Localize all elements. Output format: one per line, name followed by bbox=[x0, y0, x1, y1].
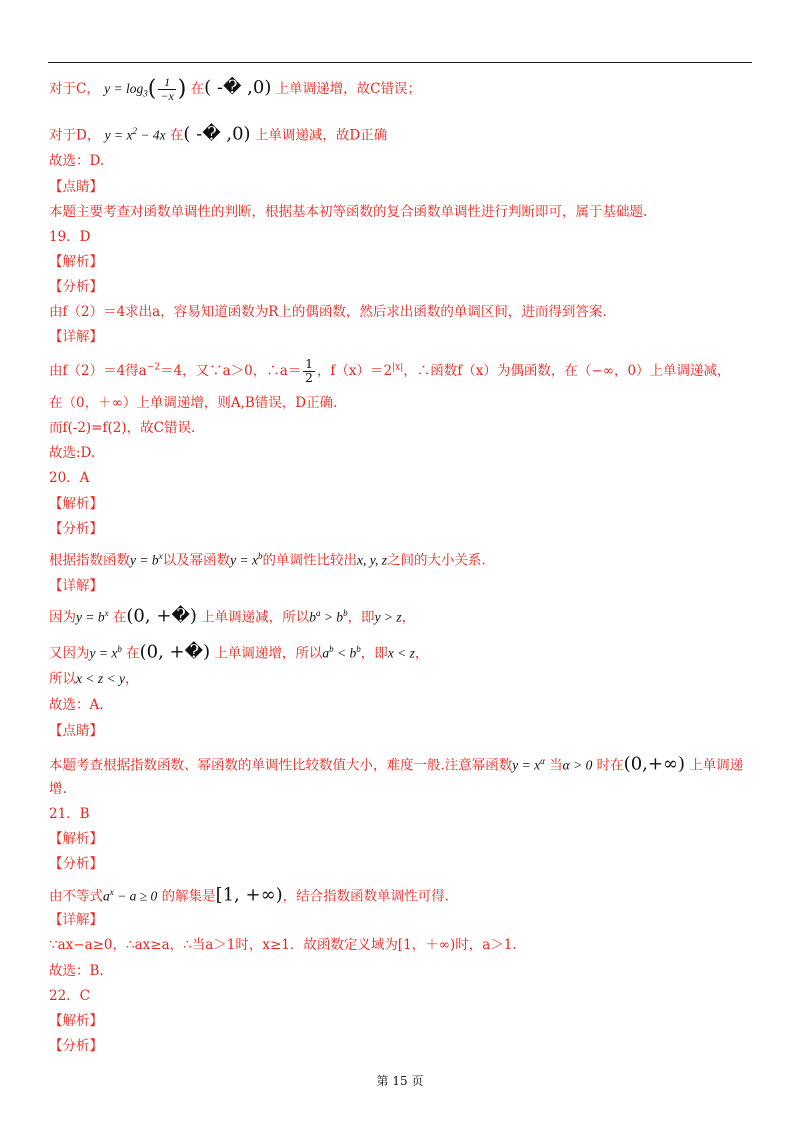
math-superscript: b bbox=[343, 608, 348, 618]
math-superscript: x bbox=[158, 551, 163, 561]
paragraph: 增. bbox=[49, 781, 67, 797]
math-expression: b bbox=[309, 609, 316, 625]
answer-line: 故选：B. bbox=[49, 963, 104, 979]
text: 上单调递 bbox=[689, 757, 744, 774]
math-superscript: x bbox=[104, 608, 109, 618]
text: 上单调递减，故D正确 bbox=[254, 127, 388, 144]
text: 对于C， bbox=[49, 81, 100, 97]
text: ，即 bbox=[360, 645, 388, 662]
math-expression: y = x bbox=[512, 757, 541, 773]
section-heading: 【分析】 bbox=[49, 279, 103, 295]
math-superscript: b bbox=[257, 551, 263, 561]
text: 时在 bbox=[596, 757, 624, 774]
fraction-numerator: 1 bbox=[305, 357, 313, 371]
section-heading: 【详解】 bbox=[49, 578, 103, 594]
section-heading: 【解析】 bbox=[49, 831, 103, 847]
paragraph bbox=[49, 752, 743, 775]
interval: (0,+∞) bbox=[623, 753, 685, 775]
section-heading: 【解析】 bbox=[49, 496, 103, 512]
paragraph: 由f（2）＝4求出a，容易知道函数为R上的偶函数，然后求出函数的单调区间，进而得到答案. bbox=[49, 304, 607, 320]
answer-line: 故选：A. bbox=[49, 697, 104, 713]
text: ，结合指数函数单调性可得. bbox=[282, 888, 449, 905]
text: 在 bbox=[190, 81, 205, 97]
page-number: 第 15 页 bbox=[376, 1074, 424, 1088]
paragraph: ∵ax−a≥0，∴ax≥a，∴当a＞1时，x≥1．故函数定义域为[1，＋∞)时，a＞1. bbox=[49, 937, 517, 953]
text: 在 bbox=[126, 645, 140, 662]
text: 本题考查根据指数函数、幂函数的单调性比较数值大小，难度一般.注意幂函数 bbox=[49, 757, 513, 774]
math-expression: x < z bbox=[387, 645, 415, 661]
math-subscript: 3 bbox=[143, 88, 148, 99]
section-heading: 【分析】 bbox=[49, 1038, 103, 1054]
paragraph bbox=[49, 670, 138, 688]
text: 以及幂函数 bbox=[162, 552, 231, 569]
math-expression: y > z bbox=[374, 609, 402, 625]
math-expression: a bbox=[322, 645, 330, 661]
math-superscript: |x| bbox=[392, 362, 404, 373]
text: 当 bbox=[549, 757, 563, 774]
fraction bbox=[158, 76, 175, 103]
paragraph: 而f(-2)=f(2)，故C错误. bbox=[49, 420, 196, 436]
answer-line: 故选：D. bbox=[49, 153, 105, 169]
interval: (0, +�) bbox=[139, 641, 211, 663]
section-heading: 【分析】 bbox=[49, 856, 103, 872]
text: 因为 bbox=[49, 609, 76, 626]
paragraph: 在（0，＋∞）上单调递增，则A,B错误，D正确. bbox=[49, 395, 338, 411]
math-expression: > b bbox=[320, 609, 344, 625]
section-heading: 【解析】 bbox=[49, 254, 103, 270]
text: 的解集是 bbox=[161, 888, 216, 905]
interval: [1, +∞) bbox=[215, 884, 283, 906]
math-expression: y = b bbox=[130, 552, 159, 568]
paren-open: ( bbox=[147, 76, 157, 102]
text: ， bbox=[414, 645, 429, 662]
math-expression: x, y, z bbox=[356, 552, 387, 568]
text: ，f（x）＝2 bbox=[316, 363, 393, 379]
text: 之间的大小关系. bbox=[386, 552, 486, 569]
text: ， bbox=[401, 609, 416, 626]
math-superscript: α bbox=[540, 756, 545, 766]
math-superscript: −2 bbox=[146, 362, 161, 373]
interval: ( -� ,0) bbox=[183, 123, 251, 145]
section-heading: 【分析】 bbox=[49, 521, 103, 537]
math-superscript: b bbox=[117, 644, 122, 654]
section-heading: 【详解】 bbox=[49, 329, 103, 345]
paragraph bbox=[49, 547, 486, 570]
text: 在 bbox=[169, 127, 184, 144]
math-expression: α > 0 bbox=[562, 757, 593, 773]
text: ，即 bbox=[347, 609, 375, 626]
fraction-denominator: −x bbox=[160, 89, 174, 103]
math-expression: − a ≥ 0 bbox=[113, 888, 158, 904]
text: 又因为 bbox=[49, 645, 90, 662]
math-expression: < b bbox=[333, 645, 357, 661]
paragraph bbox=[49, 640, 428, 663]
fraction bbox=[303, 358, 315, 385]
line-d-analysis bbox=[49, 122, 387, 145]
paragraph bbox=[49, 358, 731, 385]
text: 在 bbox=[112, 609, 127, 626]
paragraph bbox=[49, 604, 415, 627]
question-number: 21．B bbox=[49, 806, 90, 822]
text: 的单调性比较出 bbox=[262, 552, 357, 569]
math-expression: y = x bbox=[104, 127, 133, 143]
section-heading: 【点睛】 bbox=[49, 179, 103, 195]
math-expression: x < z < y bbox=[76, 671, 125, 686]
section-heading: 【解析】 bbox=[49, 1013, 103, 1029]
text: ＝4，又∵a＞0，∴a＝ bbox=[160, 363, 302, 379]
text: 根据指数函数 bbox=[49, 552, 130, 569]
text: 上单调递减，所以 bbox=[201, 609, 310, 626]
question-number: 22．C bbox=[49, 988, 91, 1004]
text: 对于D， bbox=[49, 127, 101, 144]
math-superscript: 2 bbox=[132, 126, 137, 136]
question-number: 19．D bbox=[49, 229, 91, 245]
math-superscript: x bbox=[109, 887, 114, 897]
text: ， bbox=[124, 671, 139, 687]
header-rule bbox=[48, 62, 752, 63]
math-expression: y = x bbox=[89, 645, 118, 661]
text: 所以 bbox=[49, 671, 76, 687]
math-expression: a bbox=[103, 888, 110, 904]
paragraph bbox=[49, 883, 449, 906]
interval: ( -� ,0) bbox=[204, 77, 272, 98]
section-heading: 【详解】 bbox=[49, 912, 103, 928]
text: ，∴函数f（x）为偶函数，在（−∞，0）上单调递减， bbox=[403, 363, 731, 379]
math-expression: − 4x bbox=[136, 127, 166, 143]
paragraph: 本题主要考查对函数单调性的判断，根据基本初等函数的复合函数单调性进行判断即可，属于基础题. bbox=[49, 204, 648, 220]
text: 由f（2）＝4得a bbox=[49, 363, 147, 379]
text: 上单调递增，所以 bbox=[214, 645, 323, 662]
section-heading: 【点睛】 bbox=[49, 723, 103, 739]
math-superscript: b bbox=[329, 644, 334, 654]
math-expression: y = b bbox=[76, 609, 105, 625]
line-c-analysis bbox=[49, 76, 421, 103]
math-expression: y = x bbox=[230, 552, 258, 568]
answer-line: 故选:D. bbox=[49, 445, 96, 461]
fraction-numerator: 1 bbox=[158, 76, 175, 90]
text: 上单调递增，故C错误； bbox=[275, 81, 422, 97]
question-number: 20．A bbox=[49, 470, 90, 486]
interval: (0, +�) bbox=[126, 605, 197, 627]
math-expression: y = log bbox=[104, 81, 144, 96]
fraction-denominator: 2 bbox=[305, 371, 313, 385]
math-superscript: a bbox=[315, 608, 321, 618]
text: 由不等式 bbox=[49, 888, 103, 905]
paren-close: ) bbox=[177, 76, 187, 102]
math-superscript: b bbox=[356, 644, 361, 654]
